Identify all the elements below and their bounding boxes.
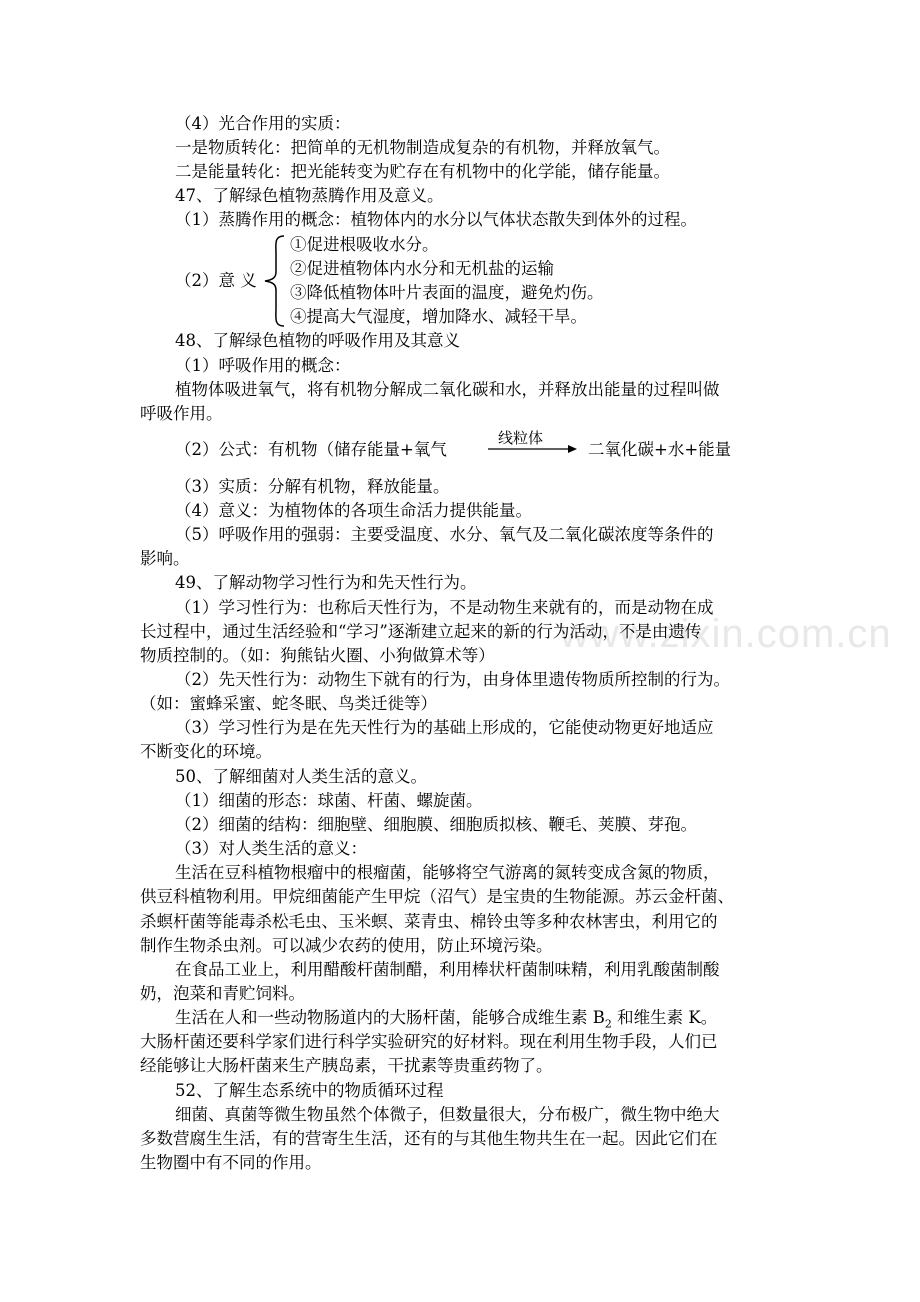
text-line: 呼吸作用。 (140, 404, 223, 423)
list-item: ②促进植物体内水分和无机盐的运输 (290, 259, 554, 278)
arrow-right-icon (488, 443, 580, 455)
section-heading-47: 47、了解绿色植物蒸腾作用及意义。 (175, 186, 444, 205)
text-line: （1）学习性行为：也称后天性行为，不是动物生来就有的，而是动物在成 (175, 598, 714, 617)
text-line: 奶，泡菜和青贮饲料。 (140, 984, 305, 1003)
section-heading-48: 48、了解绿色植物的呼吸作用及其意义 (175, 331, 460, 350)
list-item: ③降低植物体叶片表面的温度，避免灼伤。 (290, 283, 604, 302)
text-line: 在食品工业上，利用醋酸杆菌制醋，利用棒状杆菌制味精，利用乳酸菌制酸 (175, 960, 720, 979)
text-line: 大肠杆菌还要科学家们进行科学实验研究的好材料。现在利用生物手段，人们已 (140, 1032, 718, 1051)
text-line: 生活在豆科植物根瘤中的根瘤菌，能够将空气游离的氮转变成含氮的物质， (175, 863, 720, 882)
text-line: 长过程中，通过生活经验和“学习”逐渐建立起来的新的行为活动，不是由遗传 (140, 622, 702, 641)
text-line: 杀螟杆菌等能毒杀松毛虫、玉米螟、菜青虫、棉铃虫等多种农林害虫，利用它的 (140, 912, 718, 931)
text-line: （3）学习性行为是在先天性行为的基础上形成的，它能使动物更好地适应 (175, 718, 714, 737)
list-item: ①促进根吸收水分。 (290, 235, 439, 254)
formula-arrow-label: 线粒体 (498, 429, 544, 447)
section-heading-49: 49、了解动物学习性行为和先天性行为。 (175, 573, 477, 592)
text-line: 物质控制的。（如：狗熊钻火圈、小狗做算术等） (140, 646, 495, 665)
text-line: （3）对人类生活的意义： (175, 839, 367, 858)
text-line: （1）蒸腾作用的概念：植物体内的水分以气体状态散失到体外的过程。 (175, 210, 697, 229)
text-line: 不断变化的环境。 (140, 742, 272, 761)
significance-label: （2）意 义 (175, 271, 257, 290)
text-line: 供豆科植物利用。甲烷细菌能产生甲烷（沼气）是宝贵的生物能源。苏云金杆菌、 (140, 887, 734, 906)
text-line: 二是能量转化：把光能转变为贮存在有机物中的化学能，储存能量。 (175, 162, 670, 181)
watermark: www.zixin.com.cn (560, 612, 892, 656)
text-line: （1）细菌的形态：球菌、杆菌、螺旋菌。 (175, 791, 483, 810)
curly-brace-icon (262, 234, 288, 328)
formula-right: 二氧化碳+水+能量 (588, 440, 732, 459)
text-line: （4）意义：为植物体的各项生命活力提供能量。 (175, 501, 532, 520)
section-heading-52: 52、了解生态系统中的物质循环过程 (175, 1081, 444, 1100)
text-line: （2）先天性行为：动物生下就有的行为，由身体里遗传物质所控制的行为。 (175, 670, 730, 689)
text-line: （3）实质：分解有机物，释放能量。 (175, 477, 450, 496)
text-line: 影响。 (140, 549, 190, 568)
heading-photosynthesis-essence: （4）光合作用的实质： (175, 114, 351, 133)
text-line: 一是物质转化：把简单的无机物制造成复杂的有机物，并释放氧气。 (175, 138, 670, 157)
text-line: 生物圈中有不同的作用。 (140, 1153, 322, 1172)
list-item: ④提高大气湿度，增加降水、减轻干旱。 (290, 307, 587, 326)
text-line: （5）呼吸作用的强弱：主要受温度、水分、氧气及二氧化碳浓度等条件的 (175, 525, 714, 544)
text-line: （1）呼吸作用的概念： (175, 356, 351, 375)
formula-left: （2）公式：有机物（储存能量+氧气 (175, 440, 447, 459)
text-line: 细菌、真菌等微生物虽然个体微子，但数量很大，分布极广，微生物中绝大 (175, 1105, 720, 1124)
text-line: （2）细菌的结构：细胞壁、细胞膜、细胞质拟核、鞭毛、荚膜、芽孢。 (175, 815, 697, 834)
subscript: 2 (604, 1017, 612, 1031)
section-heading-50: 50、了解细菌对人类生活的意义。 (175, 767, 427, 786)
text-segment: 和维生素 K。 (611, 1008, 718, 1027)
text-line: 植物体吸进氧气，将有机物分解成二氧化碳和水，并释放出能量的过程叫做 (175, 380, 720, 399)
text-line: 多数营腐生生活，有的营寄生生活，还有的与其他生物共生在一起。因此它们在 (140, 1129, 718, 1148)
text-line: （如：蜜蜂采蜜、蛇冬眠、鸟类迁徙等） (140, 694, 437, 713)
text-line: 制作生物杀虫剂。可以减少农药的使用，防止环境污染。 (140, 936, 553, 955)
text-line: 经能够让大肠杆菌来生产胰岛素，干扰素等贵重药物了。 (140, 1056, 553, 1075)
text-segment: 生活在人和一些动物肠道内的大肠杆菌，能够合成维生素 B (175, 1008, 605, 1027)
